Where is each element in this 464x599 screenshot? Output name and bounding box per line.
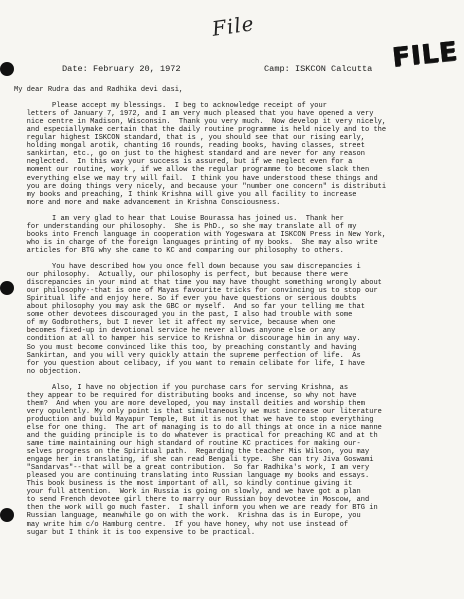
letter-line: This book business is the most important of all, so kindly continue giving it	[14, 480, 353, 489]
letter-line: our philosophy. Actually, our philosophy is perfect, but because there were	[14, 271, 349, 280]
letter-line: may write him c/o Hamburg centre. If you have honey, why not use instead of	[14, 520, 349, 529]
letter-line: articles for BTG why she came to KC and comparing our philosophy to others.	[14, 246, 344, 255]
letter-line: Please accept my blessings. I beg to acknowledge receipt of your	[14, 102, 327, 111]
letter-line: I am very glad to hear that Louise Bourassa has joined us. Thank her	[14, 214, 344, 223]
binder-hole-icon	[0, 508, 14, 522]
letter-date: Date: February 20, 1972	[62, 64, 181, 74]
letter-line: for you question about celibacy, if you want to remain celibate for life, I have	[14, 359, 365, 368]
letter-line: Also, I have no objection if you purchase cars for serving Krishna, as	[14, 383, 349, 392]
letter-line: of my Godbrothers, but I never let it affect my service, because when one	[14, 319, 336, 328]
letter-line: condition at all to hamper his service to Krishna or discourage him in any way.	[14, 335, 361, 344]
letter-line	[14, 376, 460, 384]
binder-hole-icon	[0, 281, 14, 295]
letter-line: about philosophy you may ask the GBC or myself. And so far your telling me that	[14, 303, 365, 312]
letter-line: and the guiding principle is to do whatever is practical for preaching KC and at th	[14, 432, 378, 441]
letter-line: Spiritual life and enjoy here. So if ever you have questions or serious doubts	[14, 295, 357, 304]
letter-line: regular highest ISKCON standard, that is , you should see that our rising early,	[14, 134, 365, 143]
letter-body	[14, 86, 460, 537]
letter-line	[14, 255, 460, 263]
letter-line: then the work will go much faster. I shall inform you when we are ready for BTG in	[14, 504, 378, 513]
letter-line: discrepancies in your mind at that time you may have thought something wrongly about	[14, 279, 382, 288]
letter-line: neglected. In this way your success is assured, but if we neglect even for a	[14, 158, 353, 167]
binder-hole-icon	[0, 62, 14, 76]
letter-line: books into French language in cooperation with Yogeswara at ISKCON Press in New York,	[14, 230, 387, 239]
letter-line: becomes fixed-up in devotional service he never allows anyone else or any	[14, 327, 336, 336]
letter-line	[14, 94, 460, 102]
letter-line: they appear to be required for distributing books and incense, so why not have	[14, 391, 357, 400]
letter-line: some other devotees discouraged you in the past, I also had trouble with some	[14, 311, 353, 320]
letter-line: our philosophy--that is one of Mayas favourite tricks for convincing us to stop our	[14, 287, 378, 296]
letter-line: to send French devotee girl there to marry our Russian boy devotee in Moscow, and	[14, 496, 370, 505]
letter-line: nice centre in Madison, Wisconsin. Thank you very much. Now develop it very nicely,	[14, 118, 387, 127]
letter-line: you are doing things very nicely, and because your "number one concern" is distributi	[14, 182, 387, 191]
letter-line: "Sandarvas"--that will be a great contribution. So far Radhika's work, I am very	[14, 464, 370, 473]
letter-line: You have described how you once fell down because you saw discrepancies i	[14, 263, 361, 272]
file-stamp: FILE	[390, 36, 460, 74]
letter-camp: Camp: ISKCON Calcutta	[264, 64, 373, 74]
letter-line: who is in charge of the foreign languages printing of my books. She may also write	[14, 238, 378, 247]
letter-line: production and build Mayapur Temple, But it is not that we have to stop everything	[14, 415, 374, 424]
letter-line: my books and preaching, I think Krishna will give you all facility to increase	[14, 190, 357, 199]
letter-line: else for one thing. The art of managing is to do all things at once in a nice manne	[14, 423, 382, 432]
letter-line: everything else we may try will fail. I think you have understood these things and	[14, 174, 378, 183]
letter-line: same time maintaining our high standard of routine KC practices for making our-	[14, 440, 361, 449]
letter-line: selves progress on the Spiritual path. Regarding the teacher Mis Wilson, you may	[14, 448, 370, 457]
handwritten-file-note: File	[210, 11, 256, 41]
letter-line: letters of January 7, 1972, and I am very much pleased that you have opened a very	[14, 110, 374, 119]
letter-line: your full attention. Work in Russia is going on slowly, and we have got a plan	[14, 488, 361, 497]
letter-line: and especiallymake certain that the daily routine programme is held nicely and to the	[14, 126, 387, 135]
letter-line: Russian language, meanwhile go on with the work. Krishna das is in Europe, you	[14, 512, 361, 521]
letter-line: sugar but I think it is too expensive to be practical.	[14, 528, 256, 537]
letter-line: sankirtan, etc., go on just to the highest standard and are never for any reason	[14, 150, 365, 159]
letter-line: Sankirtan, and you will very quickly attain the supreme perfection of life. As	[14, 351, 361, 360]
letter-line: them? And when you are more developed, you may install deities and worship them	[14, 399, 365, 408]
letter-line: more and more and make advancement in Krishna Consciousness.	[14, 198, 281, 207]
letter-line: pleased you are continuing translating into Russian language my books and essays.	[14, 472, 370, 481]
letter-line: very opulently. My only point is that simultaneously we must increase our literature	[14, 407, 382, 416]
letter-line: engage her in translating, if she can read Bengali type. She can try Jiva Goswami	[14, 456, 374, 465]
letter-line: no objection.	[14, 367, 82, 376]
letter-line: So you must become convinced like this too, by preaching constantly and having	[14, 343, 357, 352]
letter-line: for understanding our philosophy. She is PhD., so she may translate all of my	[14, 222, 357, 231]
letter-line: moment our routine, work , if we allow the regular programme to become slack then	[14, 166, 370, 175]
letter-line: My dear Rudra das and Radhika devi dasi,	[14, 86, 184, 94]
letter-line	[14, 207, 460, 215]
letter-line: holding mongal arotik, chanting 16 rounds, reading books, having classes, street	[14, 142, 365, 151]
